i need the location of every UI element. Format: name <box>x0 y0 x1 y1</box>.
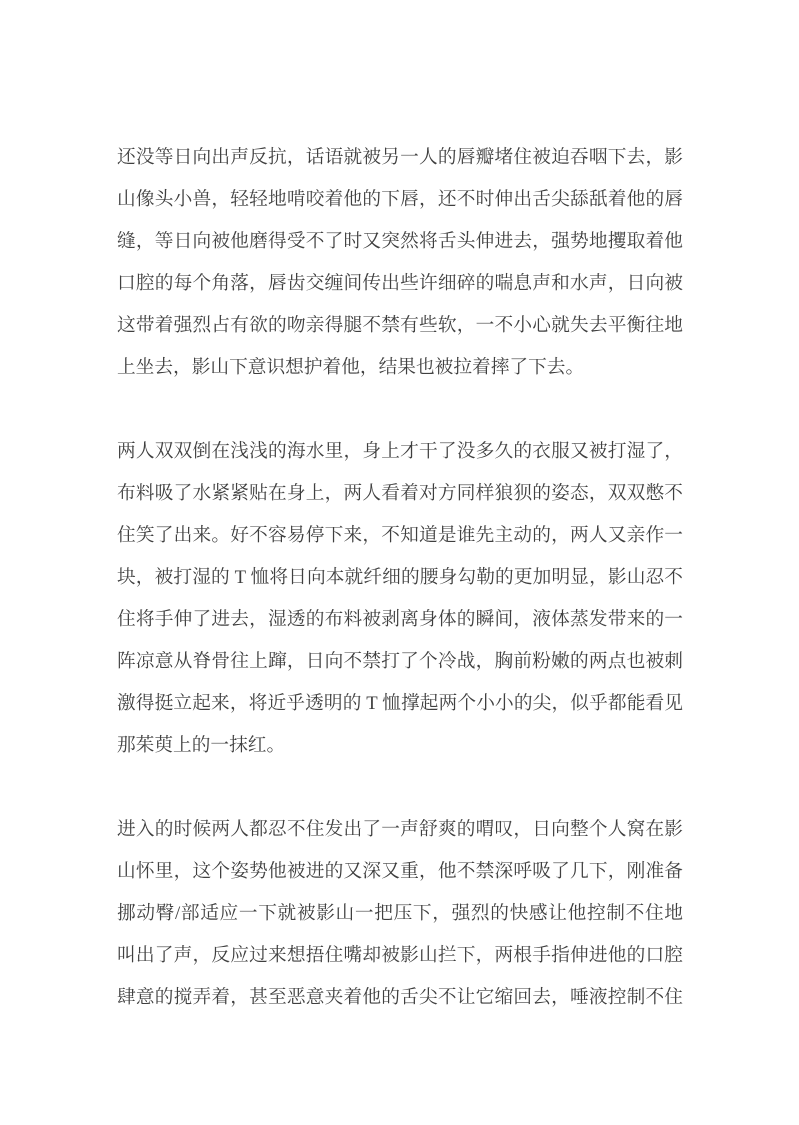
text-line: 山怀里，这个姿势他被进的又深又重，他不禁深呼吸了几下，刚准备 <box>117 861 683 882</box>
text-line: 缝，等日向被他磨得受不了时又突然将舌头伸进去，强势地攫取着他 <box>117 231 683 252</box>
text-line: 口腔的每个角落，唇齿交缠间传出些许细碎的喘息声和水声，日向被 <box>117 273 683 294</box>
text-line: 进入的时候两人都忍不住发出了一声舒爽的喟叹，日向整个人窝在影 <box>117 819 683 840</box>
text-line: 这带着强烈占有欲的吻亲得腿不禁有些软，一不小心就失去平衡往地 <box>117 315 683 336</box>
text-line: 住将手伸了进去，湿透的布料被剥离身体的瞬间，液体蒸发带来的一 <box>117 609 683 630</box>
text-line: 上坐去，影山下意识想护着他，结果也被拉着摔了下去。 <box>117 357 585 378</box>
text-line: 挪动臀/部适应一下就被影山一把压下，强烈的快感让他控制不住地 <box>117 903 683 924</box>
text-line: 肆意的搅弄着，甚至恶意夹着他的舌尖不让它缩回去，唾液控制不住 <box>117 987 683 1008</box>
text-line: 山像头小兽，轻轻地啃咬着他的下唇，还不时伸出舌尖舔舐着他的唇 <box>117 189 683 210</box>
text-line: 块，被打湿的 T 恤将日向本就纤细的腰身勾勒的更加明显，影山忍不 <box>117 567 683 588</box>
text-line: 叫出了声，反应过来想捂住嘴却被影山拦下，两根手指伸进他的口腔 <box>117 945 683 966</box>
text-line: 布料吸了水紧紧贴在身上，两人看着对方同样狼狈的姿态，双双憋不 <box>117 483 683 504</box>
text-line: 那茱萸上的一抹红。 <box>117 735 286 756</box>
paragraph-1 <box>117 137 683 389</box>
text-line: 激得挺立起来，将近乎透明的 T 恤撑起两个小小的尖，似乎都能看见 <box>117 693 683 714</box>
text-line: 阵凉意从脊骨往上蹿，日向不禁打了个冷战，胸前粉嫩的两点也被刺 <box>117 651 683 672</box>
paragraph-2 <box>117 431 683 767</box>
text-line: 还没等日向出声反抗，话语就被另一人的唇瓣堵住被迫吞咽下去，影 <box>117 147 683 168</box>
paragraph-3 <box>117 809 683 1019</box>
text-line: 两人双双倒在浅浅的海水里，身上才干了没多久的衣服又被打湿了， <box>117 441 683 462</box>
text-line: 住笑了出来。好不容易停下来，不知道是谁先主动的，两人又亲作一 <box>117 525 683 546</box>
